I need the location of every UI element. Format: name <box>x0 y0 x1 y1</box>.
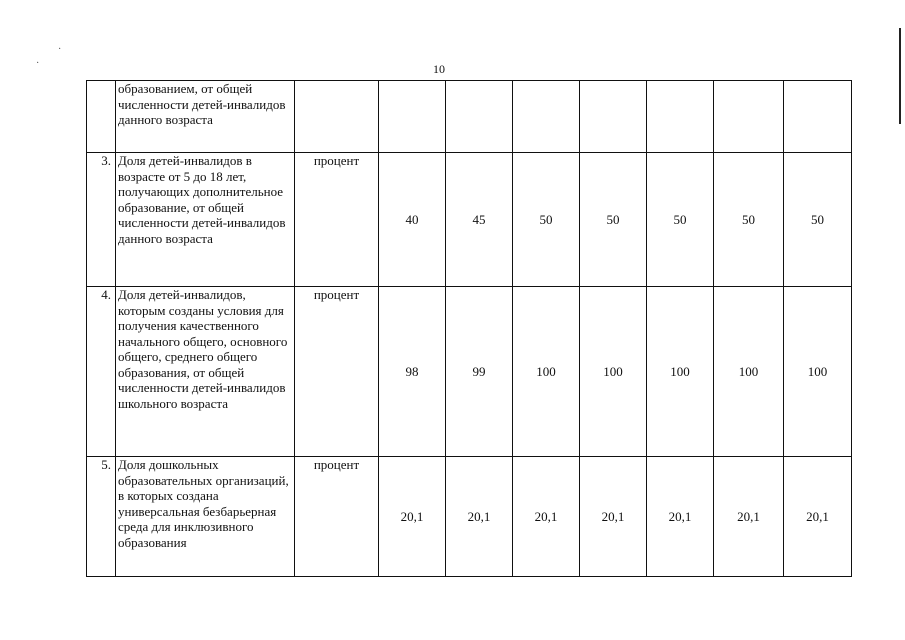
value-cell: 50 <box>714 153 784 287</box>
row-number: 3. <box>87 153 116 287</box>
scan-mark: · <box>36 58 40 69</box>
value-cell <box>446 81 513 153</box>
indicator-name: Доля дошкольных образовательных организаций, в которых создана универсальная безбарьерная среда для инклюзивного образования <box>116 457 295 577</box>
indicator-name: Доля детей-инвалидов в возрасте от 5 до 18 лет, получающих дополнительное образование, от общей численности детей-инвалидов данного возраста <box>116 153 295 287</box>
value-cell: 98 <box>379 287 446 457</box>
unit-cell: процент <box>295 457 379 577</box>
value-cell: 20,1 <box>714 457 784 577</box>
value-cell: 20,1 <box>513 457 580 577</box>
value-cell <box>714 81 784 153</box>
scan-mark: · <box>58 44 62 55</box>
value-cell: 50 <box>513 153 580 287</box>
value-cell: 100 <box>714 287 784 457</box>
value-cell: 45 <box>446 153 513 287</box>
value-cell: 100 <box>647 287 714 457</box>
indicator-name: образованием, от общей численности детей-инвалидов данного возраста <box>116 81 295 153</box>
row-number: 4. <box>87 287 116 457</box>
value-cell <box>513 81 580 153</box>
value-cell: 20,1 <box>446 457 513 577</box>
value-cell <box>784 81 852 153</box>
table-row <box>87 153 852 287</box>
unit-cell: процент <box>295 153 379 287</box>
value-cell: 20,1 <box>580 457 647 577</box>
scan-edge-line <box>899 28 901 124</box>
value-cell: 100 <box>580 287 647 457</box>
value-cell: 20,1 <box>379 457 446 577</box>
page-number: 10 <box>433 62 445 76</box>
indicators-table <box>86 80 852 577</box>
value-cell: 99 <box>446 287 513 457</box>
value-cell: 100 <box>784 287 852 457</box>
value-cell: 40 <box>379 153 446 287</box>
row-number <box>87 81 116 153</box>
value-cell: 50 <box>784 153 852 287</box>
row-number: 5. <box>87 457 116 577</box>
value-cell: 20,1 <box>784 457 852 577</box>
indicator-name: Доля детей-инвалидов, которым созданы условия для получения качественного начального общего, основного общего, среднего общего образования, от общей численности детей-инвалидов школьного возраста <box>116 287 295 457</box>
value-cell: 50 <box>580 153 647 287</box>
table-row <box>87 81 852 153</box>
value-cell: 20,1 <box>647 457 714 577</box>
unit-cell <box>295 81 379 153</box>
value-cell: 100 <box>513 287 580 457</box>
table-row <box>87 287 852 457</box>
unit-cell: процент <box>295 287 379 457</box>
value-cell: 50 <box>647 153 714 287</box>
value-cell <box>379 81 446 153</box>
value-cell <box>647 81 714 153</box>
value-cell <box>580 81 647 153</box>
table-row <box>87 457 852 577</box>
